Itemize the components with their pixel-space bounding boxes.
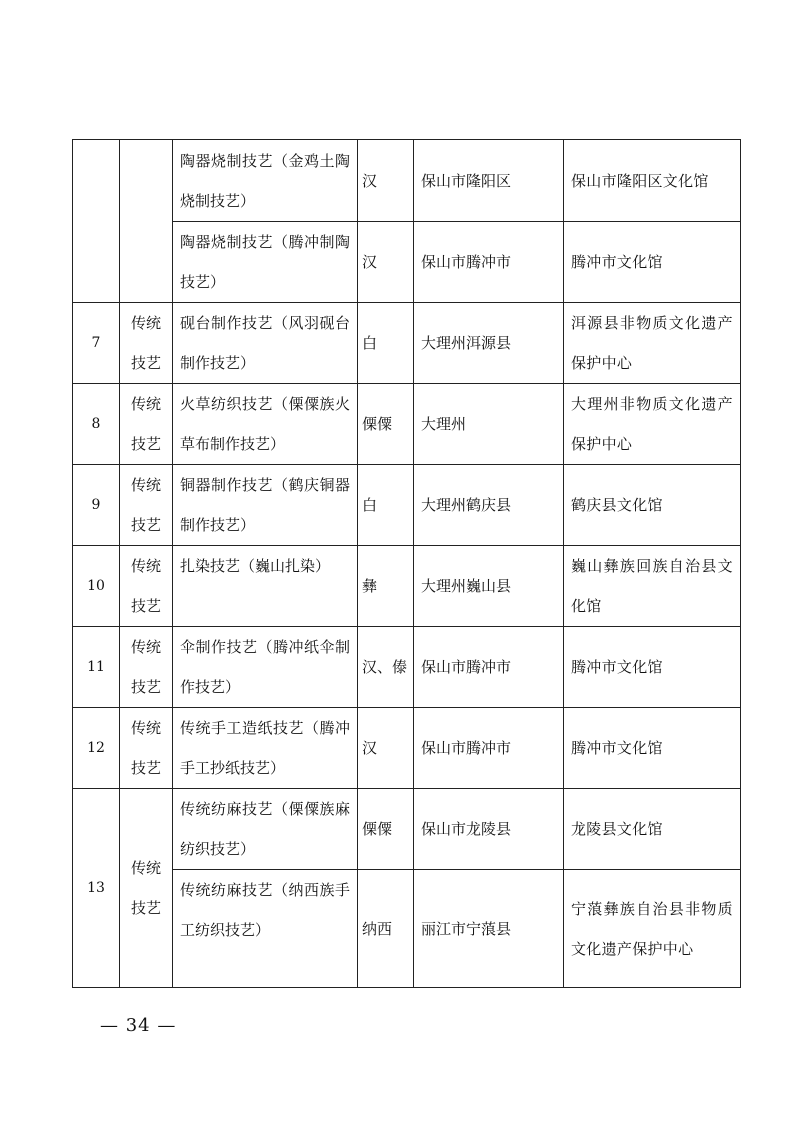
- ethnicity-cell: 汉、傣: [358, 627, 414, 708]
- protection-unit-cell: 腾冲市文化馆: [564, 708, 741, 789]
- protection-unit-cell: 腾冲市文化馆: [564, 222, 741, 303]
- table-row: [73, 303, 741, 384]
- ethnicity-cell: 傈僳: [358, 789, 414, 870]
- row-number: 11: [73, 627, 120, 708]
- area-cell: 大理州: [414, 384, 564, 465]
- row-number: 13: [73, 789, 120, 988]
- area-cell: 保山市龙陵县: [414, 789, 564, 870]
- table-row: [73, 708, 741, 789]
- project-name-cell: 传统手工造纸技艺（腾冲手工抄纸技艺）: [173, 708, 358, 789]
- table-row: [73, 222, 741, 303]
- category-cell: 传统技艺: [120, 789, 173, 988]
- protection-unit-cell: 保山市隆阳区文化馆: [564, 140, 741, 222]
- area-cell: 大理州洱源县: [414, 303, 564, 384]
- table-row: [73, 384, 741, 465]
- protection-unit-cell: 洱源县非物质文化遗产保护中心: [564, 303, 741, 384]
- row-number: 7: [73, 303, 120, 384]
- heritage-list-table: [72, 139, 741, 988]
- ethnicity-cell: 白: [358, 465, 414, 546]
- table-row: [73, 140, 741, 222]
- category-cell: 传统技艺: [120, 384, 173, 465]
- category-cell: [120, 140, 173, 303]
- category-cell: 传统技艺: [120, 708, 173, 789]
- table-row: [73, 465, 741, 546]
- table-row: [73, 789, 741, 870]
- category-cell: 传统技艺: [120, 546, 173, 627]
- area-cell: 丽江市宁蒗县: [414, 870, 564, 988]
- ethnicity-cell: 傈僳: [358, 384, 414, 465]
- row-number: 12: [73, 708, 120, 789]
- protection-unit-cell: 巍山彝族回族自治县文化馆: [564, 546, 741, 627]
- area-cell: 大理州鹤庆县: [414, 465, 564, 546]
- area-cell: 保山市隆阳区: [414, 140, 564, 222]
- project-name-cell: 火草纺织技艺（傈僳族火草布制作技艺）: [173, 384, 358, 465]
- table-row: [73, 546, 741, 627]
- ethnicity-cell: 汉: [358, 140, 414, 222]
- category-cell: 传统技艺: [120, 303, 173, 384]
- ethnicity-cell: 白: [358, 303, 414, 384]
- row-number: 10: [73, 546, 120, 627]
- area-cell: 大理州巍山县: [414, 546, 564, 627]
- page-number: — 34 —: [100, 1015, 177, 1036]
- project-name-cell: 陶器烧制技艺（腾冲制陶技艺）: [173, 222, 358, 303]
- row-number: 9: [73, 465, 120, 546]
- area-cell: 保山市腾冲市: [414, 627, 564, 708]
- category-cell: 传统技艺: [120, 465, 173, 546]
- project-name-cell: 砚台制作技艺（风羽砚台制作技艺）: [173, 303, 358, 384]
- project-name-cell: 传统纺麻技艺（纳西族手工纺织技艺）: [173, 870, 358, 988]
- table-row: [73, 627, 741, 708]
- area-cell: 保山市腾冲市: [414, 708, 564, 789]
- protection-unit-cell: 大理州非物质文化遗产保护中心: [564, 384, 741, 465]
- ethnicity-cell: 彝: [358, 546, 414, 627]
- table-row: [73, 870, 741, 988]
- area-cell: 保山市腾冲市: [414, 222, 564, 303]
- project-name-cell: 传统纺麻技艺（傈僳族麻纺织技艺）: [173, 789, 358, 870]
- protection-unit-cell: 腾冲市文化馆: [564, 627, 741, 708]
- row-number: 8: [73, 384, 120, 465]
- ethnicity-cell: 汉: [358, 708, 414, 789]
- project-name-cell: 铜器制作技艺（鹤庆铜器制作技艺）: [173, 465, 358, 546]
- ethnicity-cell: 纳西: [358, 870, 414, 988]
- project-name-cell: 伞制作技艺（腾冲纸伞制作技艺）: [173, 627, 358, 708]
- protection-unit-cell: 龙陵县文化馆: [564, 789, 741, 870]
- protection-unit-cell: 鹤庆县文化馆: [564, 465, 741, 546]
- row-number: [73, 140, 120, 303]
- ethnicity-cell: 汉: [358, 222, 414, 303]
- project-name-cell: 陶器烧制技艺（金鸡土陶烧制技艺）: [173, 140, 358, 222]
- project-name-cell: 扎染技艺（巍山扎染）: [173, 546, 358, 627]
- category-cell: 传统技艺: [120, 627, 173, 708]
- protection-unit-cell: 宁蒗彝族自治县非物质文化遗产保护中心: [564, 870, 741, 988]
